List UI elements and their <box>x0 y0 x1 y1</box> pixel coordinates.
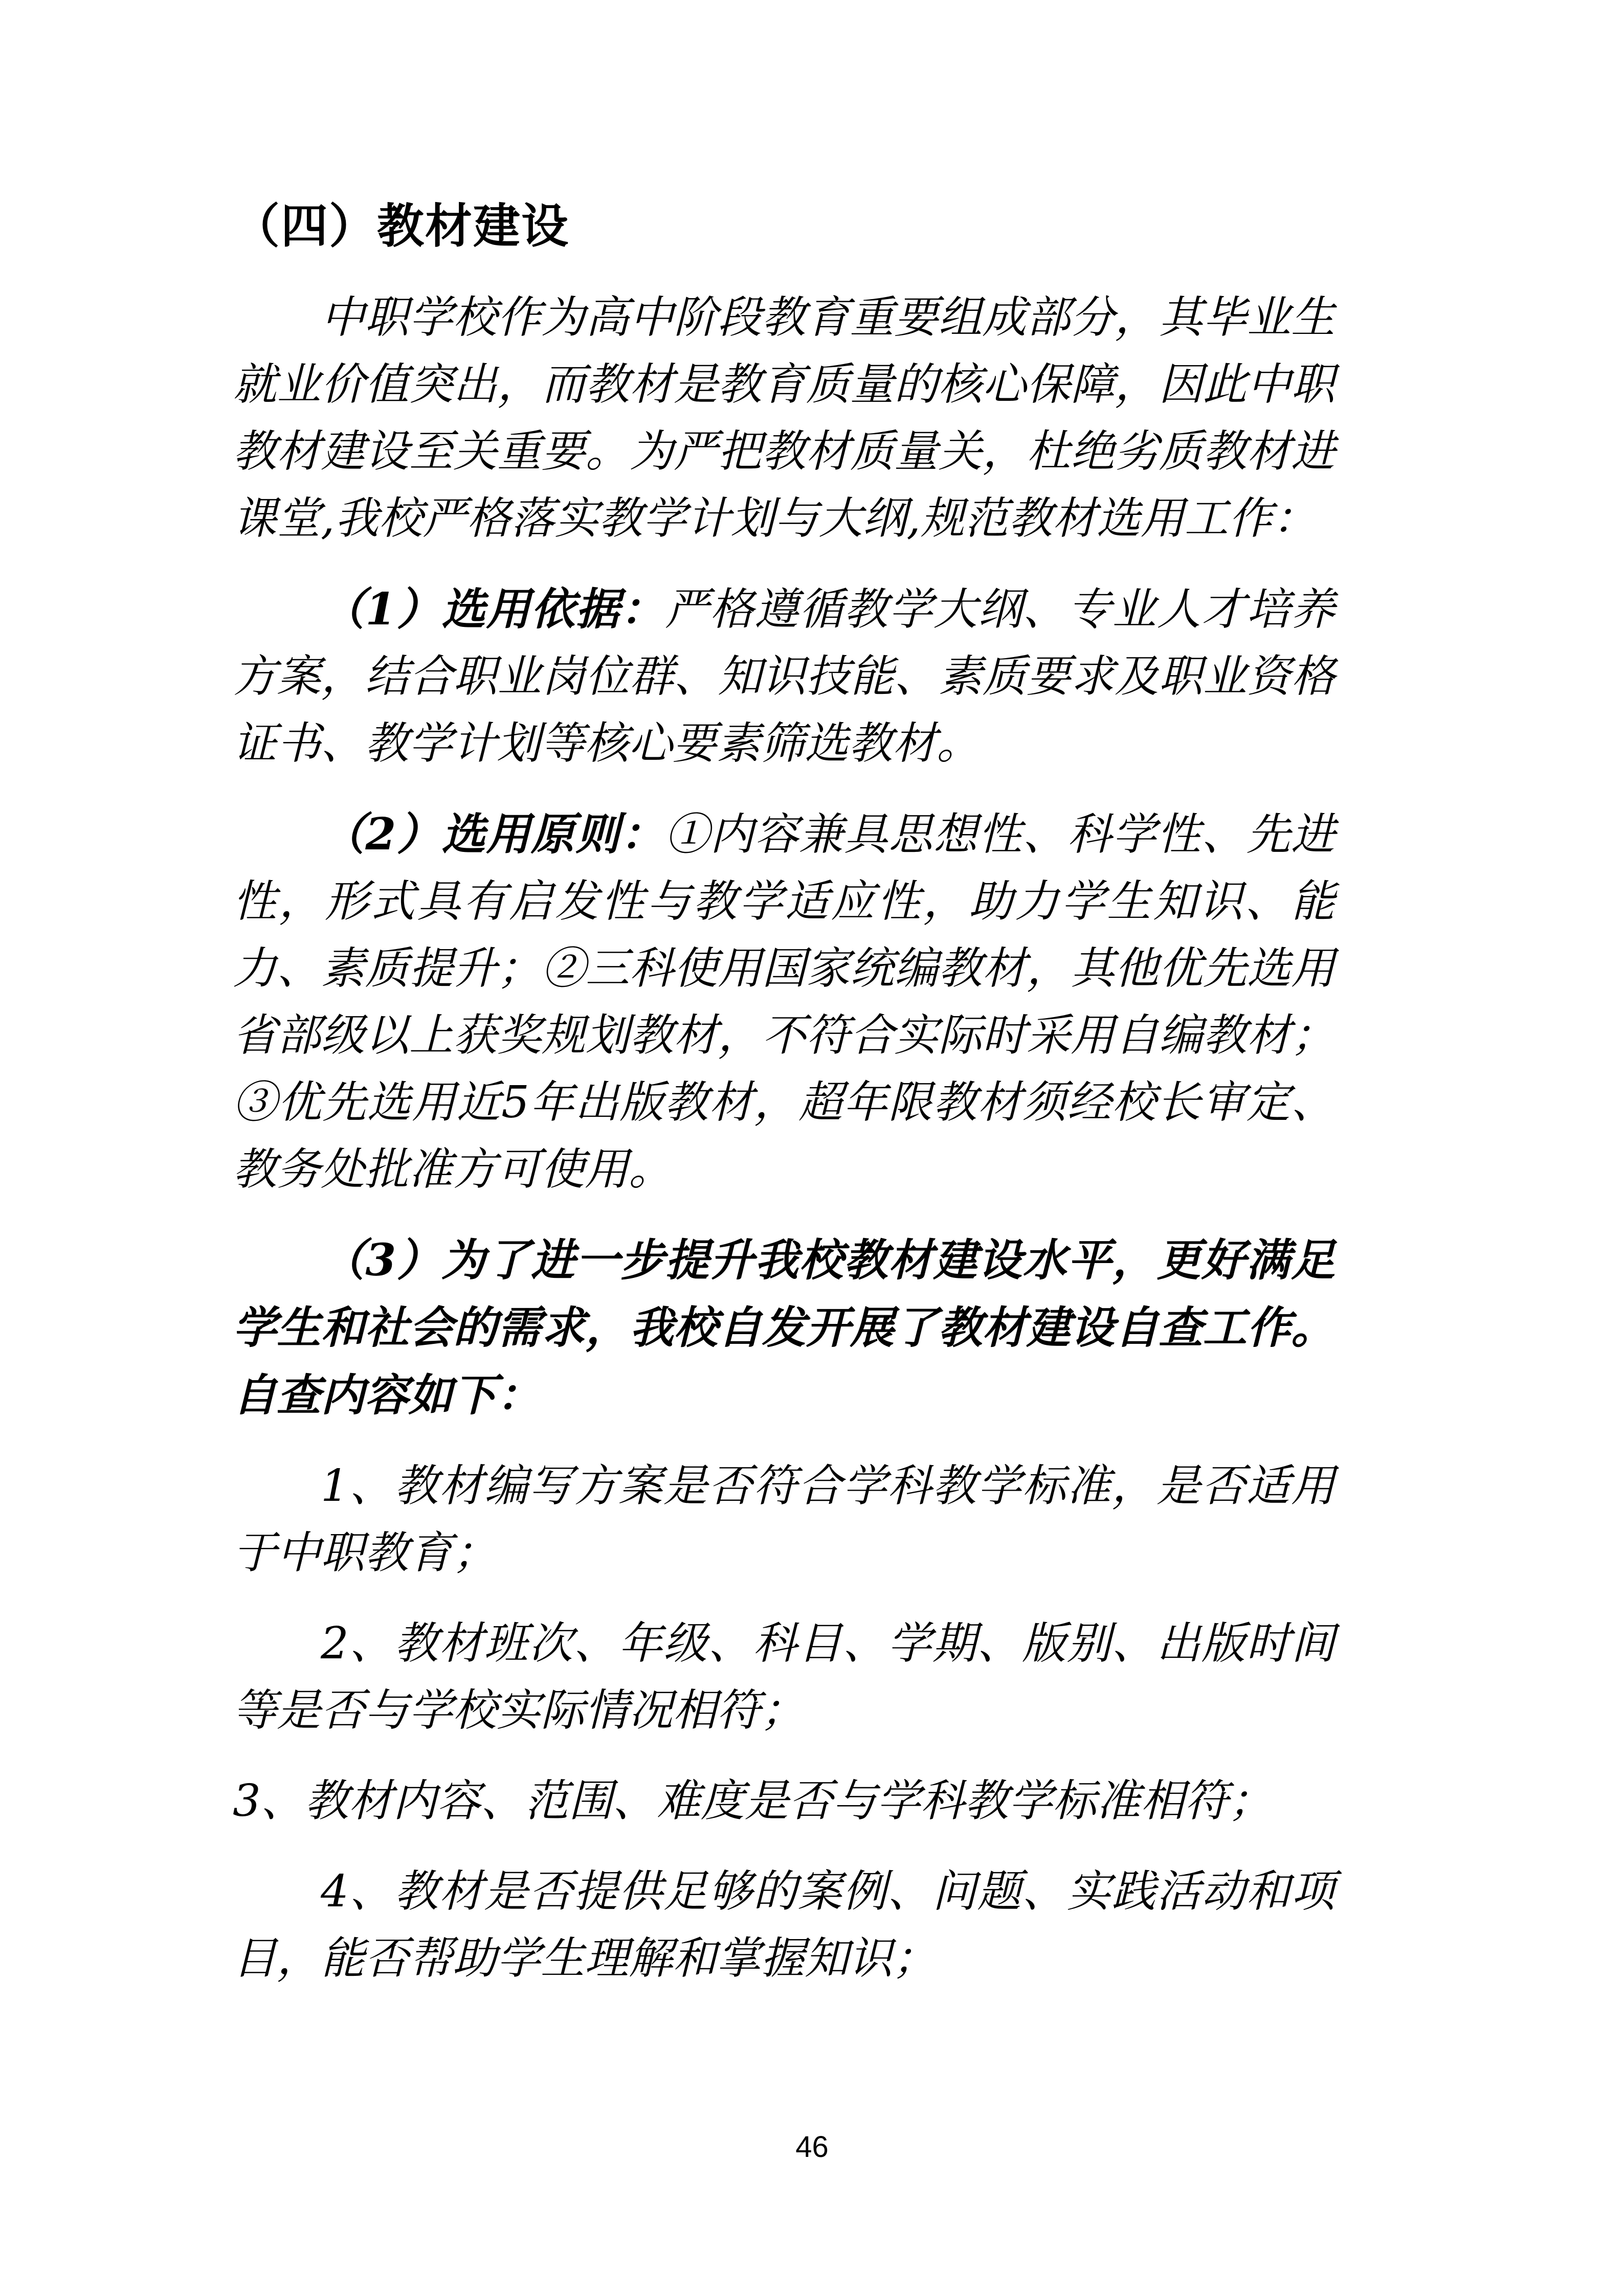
paragraph-text: 严格遵循教学大纲、专业人才培养方案，结合职业岗位群、知识技能、素质要求及职业资格证书、教学计划等核心要素筛选教材。 <box>233 584 1335 770</box>
section-heading: （四）教材建设 <box>233 198 570 254</box>
paragraph-lead-bold: （1）选用依据： <box>321 583 665 636</box>
paragraph-text: ①内容兼具思想性、科学性、先进性，形式具有启发性与教学适应性，助力学生知识、能力、素质提升；②三科使用国家统编教材，其他优先选用省部级以上获奖规划教材，不符合实际时采用自编教材；③优先选用近5年出版教材，超年限教材须经校长审定、教务处批准方可使用。 <box>233 809 1335 1196</box>
paragraph-text: 2、教材班次、年级、科目、学期、版别、出版时间等是否与学校实际情况相符； <box>233 1618 1335 1737</box>
paragraph-lead-bold: （3）为了进一步提升我校教材建设水平，更好满足学生和社会的需求，我校自发开展了教材建设自查工作。自查内容如下： <box>233 1234 1335 1422</box>
paragraph-lead-bold: （2）选用原则： <box>321 808 665 861</box>
document-body <box>233 284 1335 1992</box>
paragraph-check-item-4 <box>233 1858 1335 1992</box>
paragraph-check-item-3 <box>233 1768 1335 1835</box>
paragraph-self-inspection <box>233 1227 1335 1429</box>
paragraph-text: 中职学校作为高中阶段教育重要组成部分，其毕业生就业价值突出，而教材是教育质量的核心保障，因此中职教材建设至关重要。为严把教材质量关，杜绝劣质教材进课堂,我校严格落实教学计划与大纲,规范教材选用工作： <box>233 292 1335 545</box>
page-number: 46 <box>795 2130 829 2164</box>
paragraph-selection-principles <box>233 801 1335 1203</box>
paragraph-text: 1、教材编写方案是否符合学科教学标准，是否适用于中职教育； <box>233 1460 1335 1579</box>
paragraph-check-item-1 <box>233 1453 1335 1587</box>
document-content <box>233 194 1335 2016</box>
paragraph-text: 4、教材是否提供足够的案例、问题、实践活动和项目，能否帮助学生理解和掌握知识； <box>233 1866 1335 1985</box>
paragraph-selection-basis <box>233 576 1335 777</box>
paragraph-intro <box>233 284 1335 552</box>
paragraph-text: 3、教材内容、范围、难度是否与学科教学标准相符； <box>233 1775 1273 1827</box>
paragraph-check-item-2 <box>233 1610 1335 1744</box>
